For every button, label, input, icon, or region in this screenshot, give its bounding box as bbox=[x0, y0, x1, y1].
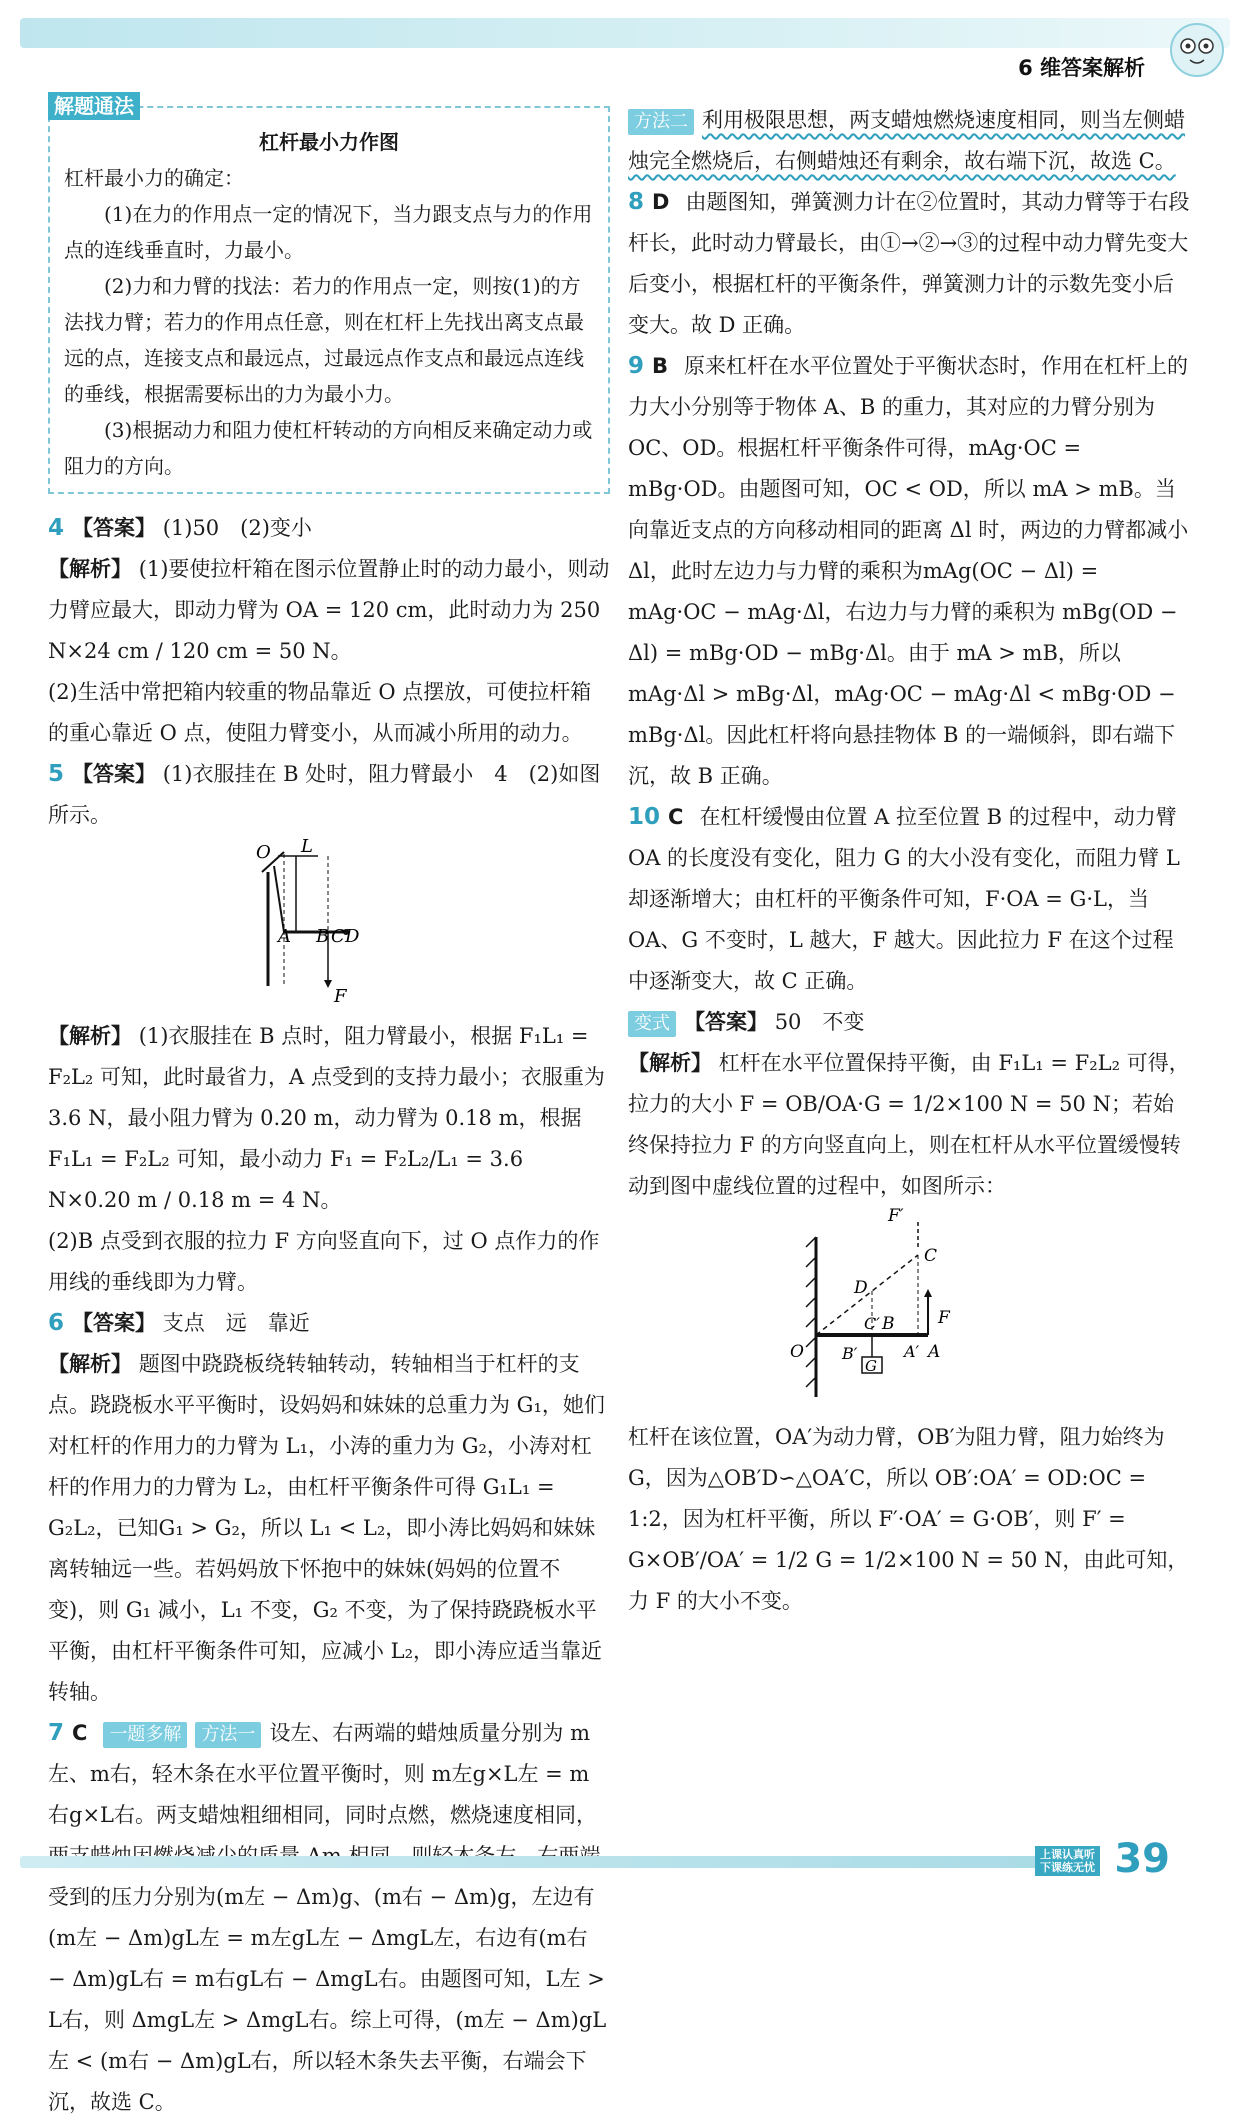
label-f-prime: F′ bbox=[888, 1207, 904, 1226]
left-column bbox=[48, 94, 610, 2123]
explanation-text: (1)衣服挂在 B 点时，阻力臂最小，根据 F₁L₁ = F₂L₂ 可知，此时最省力，A 点受到的支持力最小；衣服重为3.6 N，最小阻力臂为 0.20 m，动力臂为 0.18 m，根据 F₁L₁ = F₂L₂ 可知，最小动力 F₁ = F₂L₂/L₁ = 3.6 N×0.20 m / 0.18 m = 4 N。 bbox=[48, 1024, 605, 1212]
explanation-text: 设左、右两端的蜡烛质量分别为 m左、m右，轻木条在水平位置平衡时，则 m左g×L左 = m右g×L右。两支蜡烛粗细相同，同时点燃，燃烧速度相同， 受到的压力分别为(m左 − Δm)g、(m右 − Δm)g，左边有(m左 − Δm)gL左 = m左gL左 − ΔmgL左，右边有(m右 − Δm)gL右 = m右gL右 − ΔmgL右。由题图可知，L左 > L右，则 ΔmgL左 > ΔmgL右。综上可得，(m左 − Δm)gL左 < (m右 − Δm)gL右，所以轻木条失去平衡，右端会下沉，故选 C。 bbox=[48, 1721, 607, 2114]
mascot-icon bbox=[1166, 22, 1228, 78]
q4-answer bbox=[48, 508, 610, 549]
label-b-prime: B′ bbox=[842, 1344, 858, 1363]
section-label: 6 维答案解析 bbox=[1018, 56, 1145, 80]
method-box-intro: 杠杆最小力的确定： bbox=[64, 166, 244, 190]
label-d: D bbox=[345, 926, 360, 947]
method-box bbox=[48, 94, 610, 494]
footer-slogan bbox=[1035, 1846, 1100, 1876]
label-l: L bbox=[301, 836, 313, 857]
answer-choice: B bbox=[652, 354, 669, 378]
label-b: B bbox=[316, 926, 330, 947]
answer-tag: 【答案】 bbox=[684, 1010, 768, 1034]
question-number: 8 bbox=[628, 189, 645, 215]
answer-choice: D bbox=[652, 190, 670, 214]
method-box-item: (3)根据动力和阻力使杠杆转动的方向相反来确定动力或阻力的方向。 bbox=[64, 418, 593, 478]
method-box-title: 杠杆最小力作图 bbox=[259, 130, 399, 154]
question-number: 10 bbox=[628, 804, 661, 830]
header-band bbox=[20, 18, 1230, 48]
explanation-tag: 【解析】 bbox=[48, 557, 132, 581]
question-number: 5 bbox=[48, 761, 65, 787]
answer-text: (1)衣服挂在 B 处时，阻力臂最小 4 (2)如图所示。 bbox=[48, 762, 601, 827]
q5-figure bbox=[48, 836, 610, 1016]
q5-explanation bbox=[48, 1016, 610, 1221]
question-number: 6 bbox=[48, 1310, 65, 1336]
multi-solution-tag: 一题多解 bbox=[103, 1722, 187, 1748]
question-number: 7 bbox=[48, 1720, 65, 1746]
label-c: C bbox=[331, 926, 345, 947]
q6-answer bbox=[48, 1303, 610, 1344]
hanger-diagram bbox=[48, 836, 610, 1016]
label-d: D bbox=[854, 1278, 868, 1298]
variant-explanation bbox=[628, 1043, 1190, 1207]
slogan-line-1: 上课认真听 bbox=[1040, 1848, 1095, 1861]
q7-explanation bbox=[48, 1713, 610, 2123]
explanation-text: (1)要使拉杆箱在图示位置静止时的动力最小，则动力臂应最大，即动力臂为 OA = 120 cm，此时动力为 250 N×24 cm / 120 cm = 50 N。 bbox=[48, 557, 610, 663]
q4-explanation-2: (2)生活中常把箱内较重的物品靠近 O 点摆放，可使拉杆箱的重心靠近 O 点，使阻力臂变小，从而减小所用的动力。 bbox=[48, 680, 592, 745]
method-one-tag: 方法一 bbox=[195, 1722, 261, 1748]
label-o: O bbox=[790, 1342, 804, 1362]
label-f: F bbox=[334, 986, 347, 1007]
question-number: 9 bbox=[628, 353, 645, 379]
q8-explanation bbox=[628, 182, 1190, 346]
answer-tag: 【答案】 bbox=[72, 516, 157, 540]
q5-explanation-2: (2)B 点受到衣服的拉力 F 方向竖直向下，过 O 点作力的作用线的垂线即为力臂。 bbox=[48, 1229, 600, 1294]
explanation-text: 在杠杆缓慢由位置 A 拉至位置 B 的过程中，动力臂 OA 的长度没有变化，阻力 G 的大小没有变化，而阻力臂 L 却逐渐增大；由杠杆的平衡条件可知，F·OA = G·L，当 OA、G 不变时，L 越大，F 越大。因此拉力 F 在这个过程中逐渐变大，故 C 正确。 bbox=[628, 805, 1180, 993]
label-g: G bbox=[865, 1357, 877, 1375]
label-c: C bbox=[924, 1246, 938, 1266]
method-box-item: (1)在力的作用点一定的情况下，当力跟支点与力的作用点的连线垂直时，力最小。 bbox=[64, 202, 593, 262]
question-number: 4 bbox=[48, 515, 65, 541]
q5-answer bbox=[48, 754, 610, 836]
label-a: A bbox=[278, 926, 291, 947]
label-b: B bbox=[882, 1314, 895, 1334]
label-a: A bbox=[928, 1342, 941, 1362]
explanation-text: 由题图知，弹簧测力计在②位置时，其动力臂等于右段杆长，此时动力臂最长，由①→②→③的过程中动力臂先变大后变小，根据杠杆的平衡条件，弹簧测力计的示数先变小后变大。故 D 正确。 bbox=[628, 190, 1190, 337]
explanation-text: 杠杆在水平位置保持平衡，由 F₁L₁ = F₂L₂ 可得，拉力的大小 F = OB/OA·G = 1/2×100 N = 50 N；若始终保持拉力 F 的方向竖直向上，则在杠杆从水平位置缓慢转动到图中虚线位置的过程中，如图所示： bbox=[628, 1051, 1190, 1198]
variant-tag: 变式 bbox=[628, 1011, 676, 1037]
slogan-line-2: 下课练无忧 bbox=[1040, 1861, 1095, 1874]
explanation-text: 原来杠杆在水平位置处于平衡状态时，作用在杠杆上的力大小分别等于物体 A、B 的重力，其对应的力臂分别为 OC、OD。根据杠杆平衡条件可得，mAg·OC = mBg·OD。由题图可知，OC < OD，所以 mA > mB。当向靠近支点的方向移动相同的距离 Δl 时，两边的力臂都减小 Δl，此时左边力与力臂的乘积为mAg(OC − Δl) = mAg·OC − mAg·Δl，右边力与力臂的乘积为 mBg(OD − Δl) = mBg·OD − mBg·Δl。由于 mA > mB，所以 mAg·Δl > mBg·Δl，mAg·OC − mAg·Δl < mBg·OD − mBg·Δl。因此杠杆将向悬挂物体 B 的一端倾斜，即右端下沉，故 B 正确。 bbox=[628, 354, 1189, 788]
explanation-tag: 【解析】 bbox=[48, 1352, 132, 1376]
q7-method-two bbox=[628, 100, 1190, 182]
explanation-tag: 【解析】 bbox=[628, 1051, 712, 1075]
explanation-tag: 【解析】 bbox=[48, 1024, 132, 1048]
q10-explanation bbox=[628, 797, 1190, 1002]
method-box-item: (2)力和力臂的找法：若力的作用点一定，则按(1)的方法找力臂；若力的作用点任意，则在杠杆上先找出离支点最远的点，连接支点和最远点，过最远点作支点和最远点连线的垂线，根据需要标出的力为最小力。 bbox=[64, 274, 584, 406]
answer-choice: C bbox=[668, 805, 684, 829]
method-two-tag: 方法二 bbox=[628, 109, 694, 135]
q6-explanation bbox=[48, 1344, 610, 1713]
q4-explanation bbox=[48, 549, 610, 672]
page-number: 39 bbox=[1114, 1836, 1170, 1882]
answer-text: 支点 远 靠近 bbox=[162, 1311, 310, 1335]
answer-choice: C bbox=[72, 1721, 88, 1745]
variant-explanation-2: 杠杆在该位置，OA′为动力臂，OB′为阻力臂，阻力始终为 G，因为△OB′D∽△OA′C，所以 OB′:OA′ = OD:OC = 1:2，因为杠杆平衡，所以 F′·OA′ = G·OB′，则 F′ = G×OB′/OA′ = 1/2 G = 1/2×100 N = 50 N，由此可知，力 F 的大小不变。 bbox=[628, 1425, 1189, 1613]
variant-figure bbox=[628, 1207, 1190, 1417]
label-f: F bbox=[938, 1308, 950, 1328]
answer-text: 50 不变 bbox=[774, 1010, 865, 1034]
right-column bbox=[628, 100, 1190, 1622]
lever-rotation-diagram bbox=[628, 1207, 1190, 1417]
answer-tag: 【答案】 bbox=[72, 762, 157, 786]
variant-answer bbox=[628, 1002, 1190, 1043]
explanation-text: 题图中跷跷板绕转轴转动，转轴相当于杠杆的支点。跷跷板水平平衡时，设妈妈和妹妹的总重力为 G₁，她们对杠杆的作用力的力臂为 L₁，小涛的重力为 G₂，小涛对杠杆的作用力的力臂为 L₂，由杠杆平衡条件可得 G₁L₁ = G₂L₂，已知G₁ > G₂，所以 L₁ < L₂，即小涛比妈妈和妹妹离转轴远一些。若妈妈放下怀抱中的妹妹(妈妈的位置不变)，则 G₁ 减小，L₁ 不变，G₂ 不变，为了保持跷跷板水平平衡，由杠杆平衡条件可知，应减小 L₂，即小涛应适当靠近转轴。 bbox=[48, 1352, 605, 1704]
footer-band bbox=[20, 1856, 1060, 1868]
method-box-tag: 解题通法 bbox=[48, 92, 140, 120]
answer-text: (1)50 (2)变小 bbox=[162, 516, 312, 540]
label-a-prime: A′ bbox=[904, 1342, 920, 1361]
label-c-prime: C′ bbox=[864, 1314, 880, 1333]
label-o: O bbox=[256, 842, 271, 863]
explanation-text: 利用极限思想，两支蜡烛燃烧速度相同，则当左侧蜡烛完全燃烧后，右侧蜡烛还有剩余，故右端下沉，故选 C。 bbox=[628, 108, 1185, 173]
answer-tag: 【答案】 bbox=[72, 1311, 157, 1335]
q9-explanation bbox=[628, 346, 1190, 797]
